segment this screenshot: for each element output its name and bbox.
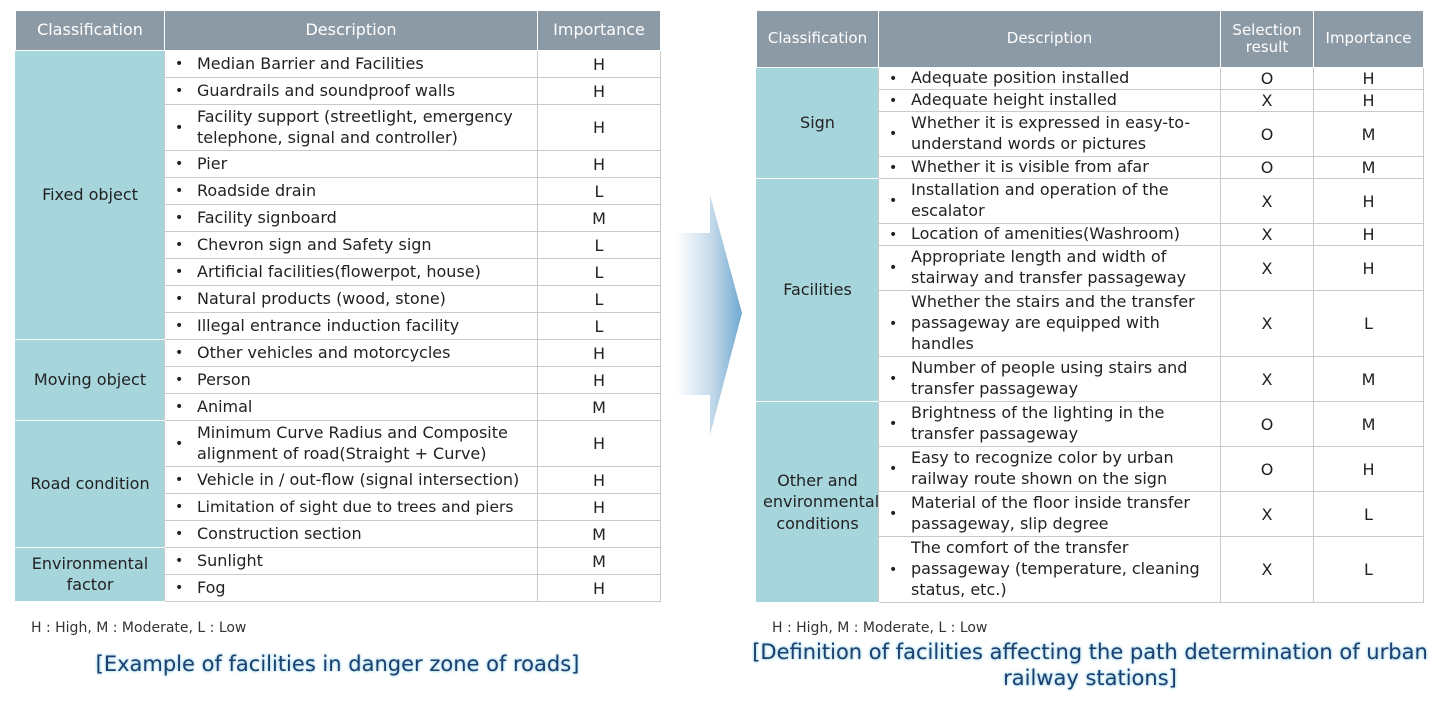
description-cell: • Chevron sign and Safety sign <box>165 232 538 259</box>
description-cell: • Whether it is visible from afar <box>879 157 1221 179</box>
description-cell: • Material of the floor inside transfer passageway, slip degree <box>879 492 1221 537</box>
importance-cell: H <box>538 367 661 394</box>
description-cell: • Brightness of the lighting in the transfer passageway <box>879 402 1221 447</box>
selection-cell: O <box>1221 157 1314 179</box>
description-cell: • Location of amenities(Washroom) <box>879 224 1221 246</box>
header-importance: Importance <box>538 11 661 51</box>
description-cell: • Limitation of sight due to trees and piers <box>165 494 538 521</box>
header-classification: Classification <box>757 11 879 68</box>
header-importance: Importance <box>1314 11 1424 68</box>
importance-cell: L <box>538 259 661 286</box>
selection-cell: X <box>1221 492 1314 537</box>
description-cell: • Fog <box>165 575 538 602</box>
importance-cell: M <box>538 205 661 232</box>
selection-cell: X <box>1221 179 1314 224</box>
selection-cell: O <box>1221 402 1314 447</box>
group-label: Environmental factor <box>16 548 165 602</box>
importance-cell: M <box>1314 402 1424 447</box>
selection-cell: X <box>1221 246 1314 291</box>
importance-cell: H <box>1314 179 1424 224</box>
description-cell: • Animal <box>165 394 538 421</box>
importance-cell: H <box>1314 246 1424 291</box>
importance-cell: M <box>538 521 661 548</box>
selection-cell: X <box>1221 291 1314 357</box>
right-arrow-icon <box>676 195 742 435</box>
importance-cell: M <box>538 548 661 575</box>
description-cell: • Sunlight <box>165 548 538 575</box>
importance-cell: M <box>538 394 661 421</box>
description-cell: • Pier <box>165 151 538 178</box>
table-row <box>16 51 661 78</box>
selection-cell: X <box>1221 537 1314 603</box>
description-cell: • Vehicle in / out-flow (signal intersection) <box>165 467 538 494</box>
description-cell: • Other vehicles and motorcycles <box>165 340 538 367</box>
importance-cell: L <box>1314 492 1424 537</box>
importance-cell: M <box>1314 157 1424 179</box>
importance-cell: H <box>538 151 661 178</box>
selection-cell: O <box>1221 68 1314 90</box>
description-cell: • Roadside drain <box>165 178 538 205</box>
importance-cell: H <box>538 78 661 105</box>
description-cell: • Facility signboard <box>165 205 538 232</box>
importance-cell: H <box>1314 68 1424 90</box>
importance-cell: L <box>1314 537 1424 603</box>
description-cell: • Adequate position installed <box>879 68 1221 90</box>
description-cell: • Natural products (wood, stone) <box>165 286 538 313</box>
description-cell: • Guardrails and soundproof walls <box>165 78 538 105</box>
group-label: Fixed object <box>16 51 165 340</box>
importance-cell: L <box>538 178 661 205</box>
selection-cell: X <box>1221 357 1314 402</box>
importance-cell: H <box>538 494 661 521</box>
table-row <box>16 548 661 575</box>
table-header-row <box>757 11 1424 68</box>
header-description: Description <box>165 11 538 51</box>
table-row <box>16 340 661 367</box>
railway-facilities-table <box>756 10 1424 603</box>
table-header-row <box>16 11 661 51</box>
importance-cell: H <box>538 467 661 494</box>
description-cell: • Whether it is expressed in easy-to-understand words or pictures <box>879 112 1221 157</box>
importance-cell: H <box>1314 224 1424 246</box>
description-cell: • Whether the stairs and the transfer passageway are equipped with handles <box>879 291 1221 357</box>
description-cell: • Median Barrier and Facilities <box>165 51 538 78</box>
description-cell: • Installation and operation of the escalator <box>879 179 1221 224</box>
group-label: Road condition <box>16 421 165 548</box>
table-row <box>16 421 661 467</box>
importance-cell: H <box>538 105 661 151</box>
description-cell: • Person <box>165 367 538 394</box>
importance-cell: L <box>538 313 661 340</box>
importance-cell: H <box>538 340 661 367</box>
description-cell: • Minimum Curve Radius and Composite alignment of road(Straight + Curve) <box>165 421 538 467</box>
selection-cell: X <box>1221 90 1314 112</box>
selection-cell: X <box>1221 224 1314 246</box>
description-cell: • The comfort of the transfer passageway (temperature, cleaning status, etc.) <box>879 537 1221 603</box>
group-label: Facilities <box>757 179 879 402</box>
importance-cell: H <box>1314 90 1424 112</box>
description-cell: • Construction section <box>165 521 538 548</box>
importance-cell: H <box>538 51 661 78</box>
importance-cell: L <box>538 232 661 259</box>
group-label: Moving object <box>16 340 165 421</box>
importance-legend: H : High, M : Moderate, L : Low <box>772 620 988 636</box>
importance-cell: M <box>1314 112 1424 157</box>
road-danger-facilities-table <box>15 10 661 602</box>
table-row <box>757 179 1424 224</box>
group-label: Sign <box>757 68 879 179</box>
group-label: Other and environmental conditions <box>757 402 879 603</box>
header-selection-result: Selection result <box>1221 11 1314 68</box>
importance-cell: H <box>538 575 661 602</box>
right-caption: [Definition of facilities affecting the path determination of urban railway stations] <box>752 640 1428 691</box>
header-description: Description <box>879 11 1221 68</box>
description-cell: • Adequate height installed <box>879 90 1221 112</box>
importance-cell: M <box>1314 357 1424 402</box>
description-cell: • Number of people using stairs and transfer passageway <box>879 357 1221 402</box>
description-cell: • Artificial facilities(flowerpot, house) <box>165 259 538 286</box>
selection-cell: O <box>1221 112 1314 157</box>
importance-cell: L <box>1314 291 1424 357</box>
table-row <box>757 402 1424 447</box>
importance-cell: H <box>538 421 661 467</box>
importance-legend: H : High, M : Moderate, L : Low <box>31 620 247 636</box>
selection-cell: O <box>1221 447 1314 492</box>
description-cell: • Easy to recognize color by urban railway route shown on the sign <box>879 447 1221 492</box>
header-classification: Classification <box>16 11 165 51</box>
description-cell: • Appropriate length and width of stairway and transfer passageway <box>879 246 1221 291</box>
left-caption: [Example of facilities in danger zone of roads] <box>95 652 580 676</box>
description-cell: • Illegal entrance induction facility <box>165 313 538 340</box>
description-cell: • Facility support (streetlight, emergency telephone, signal and controller) <box>165 105 538 151</box>
table-row <box>757 68 1424 90</box>
importance-cell: H <box>1314 447 1424 492</box>
importance-cell: L <box>538 286 661 313</box>
